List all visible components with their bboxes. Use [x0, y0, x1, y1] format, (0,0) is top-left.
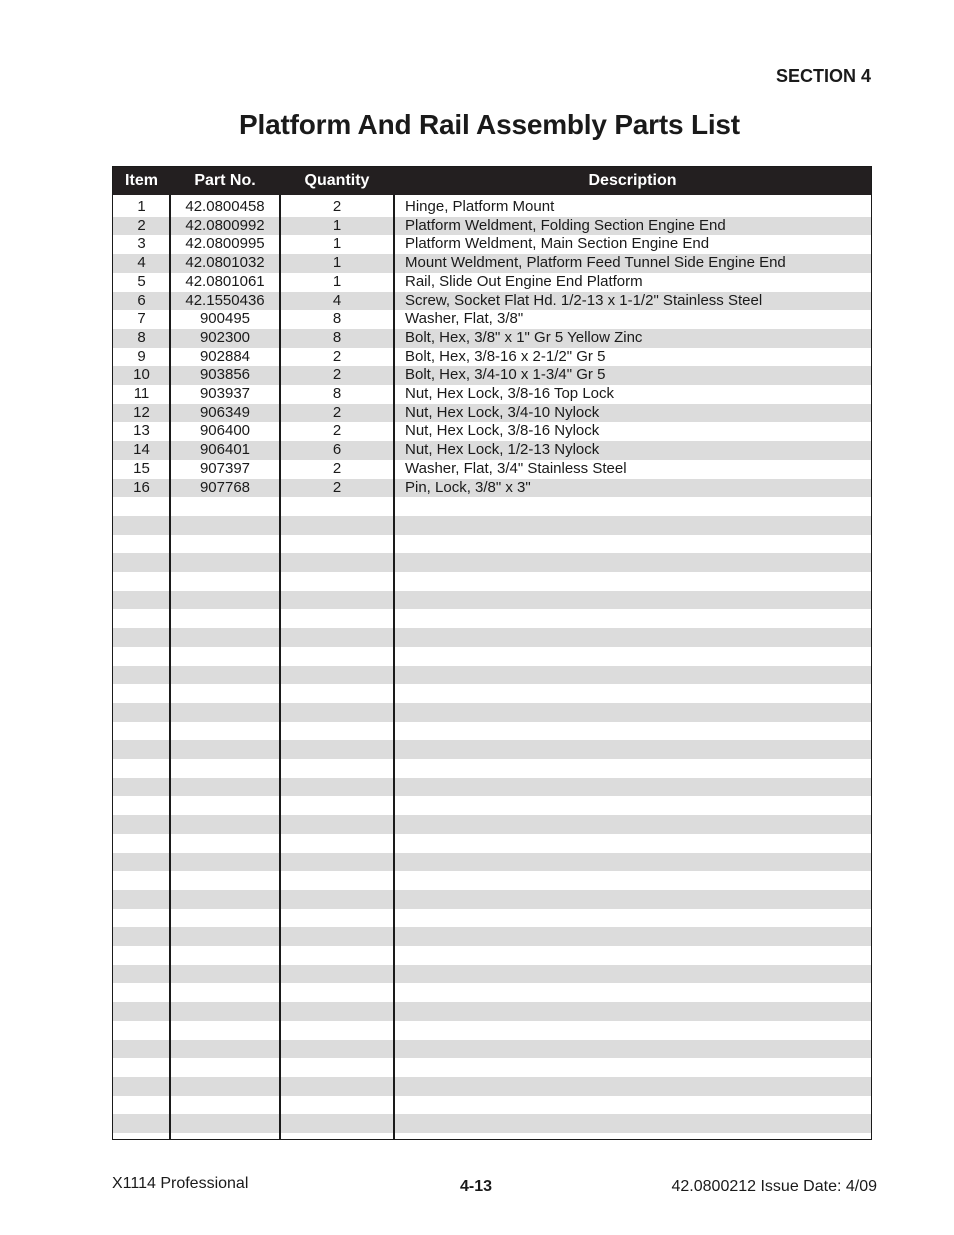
cell-quantity: 2: [332, 347, 342, 365]
cell-item: 5: [137, 272, 146, 290]
cell-part-no: 906401: [199, 441, 251, 459]
cell-item: 3: [137, 235, 146, 253]
cell-quantity: 2: [332, 422, 342, 440]
row-stripe: [113, 553, 871, 572]
cell-quantity: 2: [332, 198, 342, 215]
row-stripe: [113, 516, 871, 535]
cell-part-no: 42.1550436: [185, 291, 265, 309]
cell-description: Platform Weldment, Folding Section Engine End: [405, 216, 726, 234]
row-stripe: [113, 778, 871, 797]
cell-item: 2: [137, 216, 146, 234]
cell-part-no: 42.0801061: [185, 272, 265, 290]
footer-page-number: 4-13: [460, 1178, 493, 1195]
cell-part-no: 903856: [199, 366, 251, 384]
table-row: [113, 292, 871, 311]
cell-description: Bolt, Hex, 3/4-10 x 1-3/4" Gr 5: [405, 366, 606, 384]
cell-description: Nut, Hex Lock, 1/2-13 Nylock: [405, 441, 600, 459]
section-label: SECTION 4: [775, 66, 871, 86]
footer-doc-number: 42.0800212 Issue Date: 4/09: [671, 1178, 877, 1195]
cell-quantity: 4: [332, 291, 342, 309]
row-stripe: [113, 1114, 871, 1133]
cell-description: Rail, Slide Out Engine End Platform: [405, 272, 643, 290]
cell-item: 13: [133, 422, 150, 440]
cell-description: Bolt, Hex, 3/8-16 x 2-1/2" Gr 5: [405, 347, 606, 365]
table-row: [113, 235, 871, 254]
cell-item: 7: [137, 310, 146, 328]
cell-item: 16: [133, 478, 150, 496]
table-header: [113, 167, 871, 195]
cell-item: 8: [137, 328, 146, 346]
cell-item: 15: [133, 459, 150, 477]
cell-description: Screw, Socket Flat Hd. 1/2-13 x 1-1/2" Stainless Steel: [405, 291, 763, 309]
cell-description: Nut, Hex Lock, 3/8-16 Nylock: [405, 422, 600, 440]
cell-description: Hinge, Platform Mount: [405, 198, 555, 215]
row-stripe: [113, 1002, 871, 1021]
cell-item: 1: [137, 198, 146, 215]
row-stripe: [113, 1040, 871, 1059]
cell-description: Nut, Hex Lock, 3/4-10 Nylock: [405, 403, 600, 421]
table-row: [113, 404, 871, 423]
cell-part-no: 42.0800995: [185, 235, 265, 253]
cell-description: Pin, Lock, 3/8" x 3": [405, 478, 531, 496]
col-header-description: Description: [588, 172, 677, 189]
row-stripe: [113, 628, 871, 647]
cell-quantity: 1: [332, 272, 342, 290]
cell-part-no: 907397: [199, 459, 251, 477]
cell-item: 11: [133, 385, 150, 402]
parts-table: [112, 166, 872, 1140]
row-stripe: [113, 591, 871, 610]
cell-quantity: 1: [332, 254, 342, 272]
row-stripe: [113, 703, 871, 722]
cell-description: Bolt, Hex, 3/8" x 1" Gr 5 Yellow Zinc: [405, 328, 643, 346]
cell-part-no: 42.0801032: [185, 254, 265, 272]
table-row: [113, 422, 871, 441]
page-title: Platform And Rail Assembly Parts List: [239, 109, 740, 140]
cell-part-no: 902300: [199, 328, 251, 346]
cell-quantity: 2: [332, 459, 342, 477]
cell-quantity: 8: [332, 328, 342, 346]
col-header-quantity: Quantity: [304, 172, 370, 189]
cell-description: Washer, Flat, 3/4" Stainless Steel: [405, 459, 627, 477]
row-stripe: [113, 666, 871, 685]
table-row: [113, 441, 871, 460]
row-stripe: [113, 927, 871, 946]
cell-item: 12: [133, 403, 150, 421]
table-row: [113, 366, 871, 385]
cell-part-no: 907768: [199, 478, 251, 496]
cell-description: Platform Weldment, Main Section Engine End: [405, 235, 710, 253]
cell-description: Nut, Hex Lock, 3/8-16 Top Lock: [405, 385, 615, 402]
row-stripe: [113, 740, 871, 759]
table-row: [113, 385, 871, 404]
cell-item: 9: [137, 347, 146, 365]
table-row: [113, 198, 871, 217]
row-stripe: [113, 1077, 871, 1096]
table-row: [113, 460, 871, 479]
table-row: [113, 348, 871, 367]
table-row: [113, 310, 871, 329]
cell-quantity: 8: [332, 385, 342, 402]
cell-part-no: 42.0800458: [185, 198, 265, 215]
cell-quantity: 2: [332, 403, 342, 421]
cell-item: 10: [133, 366, 150, 384]
row-stripe: [113, 890, 871, 909]
table-row: [113, 217, 871, 236]
cell-quantity: 1: [332, 235, 342, 253]
cell-part-no: 906400: [199, 422, 251, 440]
cell-quantity: 2: [332, 366, 342, 384]
cell-description: Mount Weldment, Platform Feed Tunnel Side Engine End: [405, 254, 786, 272]
cell-item: 6: [137, 291, 146, 309]
cell-description: Washer, Flat, 3/8": [405, 310, 524, 328]
cell-part-no: 900495: [199, 310, 251, 328]
cell-quantity: 6: [332, 441, 342, 459]
col-header-item: Item: [125, 172, 158, 189]
row-stripe: [113, 965, 871, 984]
cell-part-no: 42.0800992: [185, 216, 265, 234]
cell-item: 14: [133, 441, 150, 459]
table-row: [113, 329, 871, 348]
row-stripe: [113, 853, 871, 872]
footer-model: X1114 Professional: [112, 1175, 249, 1192]
col-header-part-no: Part No.: [194, 172, 256, 189]
cell-part-no: 903937: [199, 385, 251, 402]
cell-quantity: 8: [332, 310, 342, 328]
table-row: [113, 479, 871, 498]
cell-item: 4: [137, 254, 146, 272]
table-row: [113, 273, 871, 292]
cell-part-no: 902884: [199, 347, 251, 365]
row-stripe: [113, 815, 871, 834]
table-row: [113, 254, 871, 273]
cell-quantity: 1: [332, 216, 342, 234]
cell-quantity: 2: [332, 478, 342, 496]
cell-part-no: 906349: [199, 403, 251, 421]
